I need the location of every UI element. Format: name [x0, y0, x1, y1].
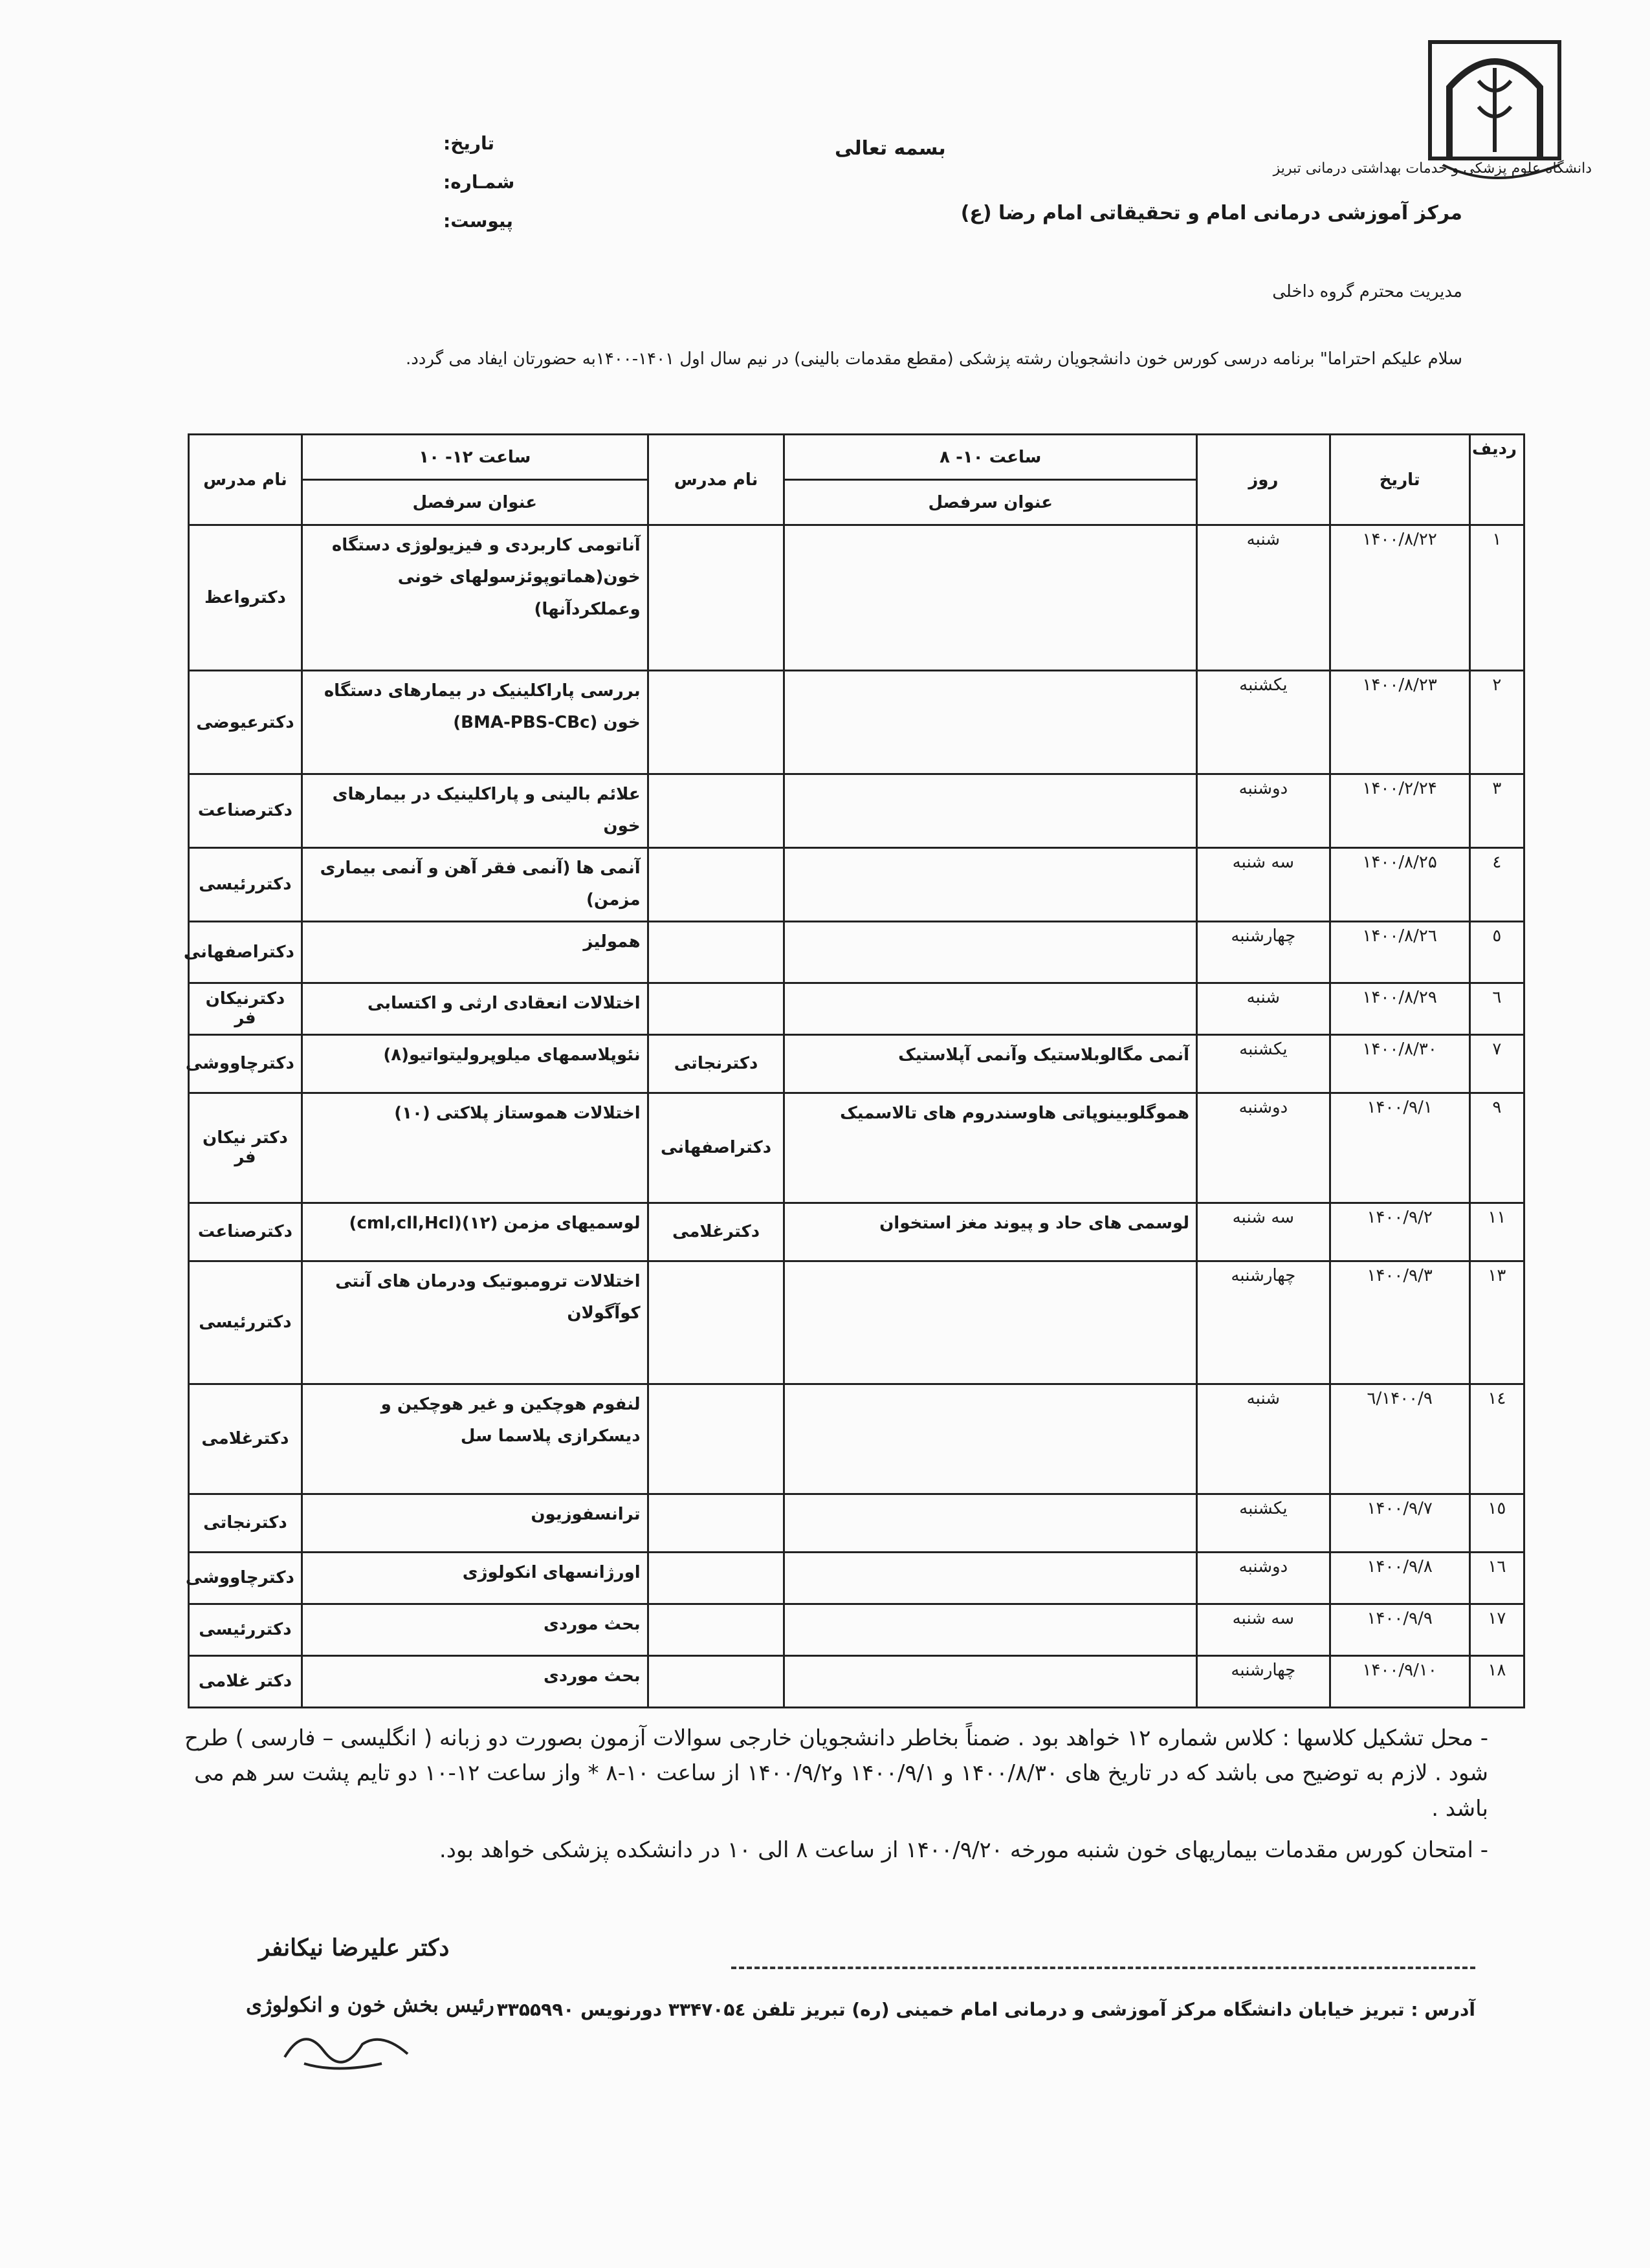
- table-row: [189, 1552, 1524, 1604]
- topic-slot1-cell: [784, 1261, 1197, 1384]
- university-logo: [1404, 29, 1585, 204]
- row-number-cell: ۱۷: [1469, 1604, 1524, 1655]
- table-row: [189, 1034, 1524, 1093]
- day-cell: سه شنبه: [1197, 1604, 1330, 1655]
- table-row: [189, 847, 1524, 921]
- teacher-slot1-cell: [648, 1655, 784, 1707]
- teacher-slot2-cell: دکترصناعت: [189, 1203, 302, 1261]
- row-number-cell: ۱٥: [1469, 1494, 1524, 1552]
- date-cell: ۱۴۰۰/۸/۲۵: [1330, 847, 1469, 921]
- header-topic-slot2: عنوان سرفصل: [302, 480, 648, 525]
- teacher-slot1-cell: دکترنجاتی: [648, 1034, 784, 1093]
- header-row-number: ردیف: [1469, 435, 1524, 525]
- header-day: روز: [1197, 435, 1330, 525]
- header-teacher-slot2: نام مدرس: [189, 435, 302, 525]
- date-cell: ۱۴۰۰/۸/۲٦: [1330, 921, 1469, 983]
- topic-slot2-cell: علائم بالینی و پاراکلینیک در بیمارهای خون: [302, 774, 648, 848]
- topic-slot1-cell: آنمی مگالوبلاستیک وآنمی آپلاستیک: [784, 1034, 1197, 1093]
- note-classes: - محل تشکیل کلاسها : کلاس شماره ۱۲ خواهد بود . ضمناً بخاطر دانشجویان خارجی سوالات آزمون بصورت دو زبانه ( انگلیسی – فارسی ) طرح شود . لازم به توضیح می باشد که در تاریخ های ۱۴۰۰/۸/۳۰ و ۱۴۰۰/۹/۱ و۱۴۰۰/۹/۲ از ساعت ۱۰-۸ * واز ساعت ۱۲-۱۰ دو تایم پشت سر هم می باشد .: [184, 1725, 1488, 1822]
- date-cell: ۱۴۰۰/۹/٦: [1330, 1384, 1469, 1494]
- topic-slot1-cell: لوسمی های حاد و پیوند مغز استخوان: [784, 1203, 1197, 1261]
- table-row: [189, 983, 1524, 1034]
- day-cell: شنبه: [1197, 983, 1330, 1034]
- greeting-line: سلام علیکم احتراما" برنامه درسی کورس خون دانشجویان رشته پزشکی (مقطع مقدمات بالینی) در نیم سال اول ۱۴۰۱-۱۴۰۰به حضورتان ایفاد می گردد.: [405, 349, 1462, 369]
- topic-slot1-cell: [784, 1384, 1197, 1494]
- topic-slot2-cell: بررسی پاراکلینیک در بیمارهای دستگاه خون (BMA-PBS-CBc): [302, 671, 648, 774]
- table-row: [189, 1203, 1524, 1261]
- teacher-slot2-cell: دکترغلامی: [189, 1384, 302, 1494]
- topic-slot1-cell: [784, 1604, 1197, 1655]
- topic-slot1-cell: [784, 1552, 1197, 1604]
- day-cell: دوشنبه: [1197, 774, 1330, 848]
- topic-slot2-cell: اختلالات انعقادی ارثی و اکتسابی: [302, 983, 648, 1034]
- teacher-slot1-cell: [648, 921, 784, 983]
- table-row: [189, 1384, 1524, 1494]
- teacher-slot2-cell: دکتر غلامی: [189, 1655, 302, 1707]
- row-number-cell: ۱۳: [1469, 1261, 1524, 1384]
- topic-slot2-cell: بحث موردی: [302, 1604, 648, 1655]
- topic-slot2-cell: نئوپلاسمهای میلوپرولیتواتیو(۸): [302, 1034, 648, 1093]
- teacher-slot1-cell: [648, 983, 784, 1034]
- day-cell: شنبه: [1197, 525, 1330, 671]
- table-row: [189, 1604, 1524, 1655]
- teacher-slot2-cell: دکتراصفهانی: [189, 921, 302, 983]
- topic-slot2-cell: بحث موردی: [302, 1655, 648, 1707]
- organization-name: مرکز آموزشی درمانی امام و تحقیقاتی امام رضا (ع): [960, 202, 1462, 224]
- date-cell: ۱۴۰۰/۹/۹: [1330, 1604, 1469, 1655]
- date-cell: ۱۴۰۰/۲/۲۴: [1330, 774, 1469, 848]
- table-row: [189, 671, 1524, 774]
- date-cell: ۱۴۰۰/۸/۲۲: [1330, 525, 1469, 671]
- teacher-slot1-cell: [648, 1552, 784, 1604]
- table-row: [189, 1093, 1524, 1203]
- table-row: [189, 1655, 1524, 1707]
- teacher-slot1-cell: دکترغلامی: [648, 1203, 784, 1261]
- teacher-slot1-cell: دکتراصفهانی: [648, 1093, 784, 1203]
- teacher-slot2-cell: دکترنجاتی: [189, 1494, 302, 1552]
- teacher-slot2-cell: دکترچاووشی: [189, 1034, 302, 1093]
- footer-address: آدرس : تبریز خیابان دانشگاه مرکز آموزشی و درمانی امام خمینی (ره) تبریز تلفن ۳۳۴۷۰۵٤ دورنویس ۳۳۵۵۹۹۰: [496, 1999, 1475, 2020]
- teacher-slot2-cell: دکتررئیسی: [189, 1261, 302, 1384]
- teacher-slot2-cell: دکترنیکان فر: [189, 983, 302, 1034]
- teacher-slot2-cell: دکتررئیسی: [189, 1604, 302, 1655]
- day-cell: دوشنبه: [1197, 1093, 1330, 1203]
- table-row: [189, 1494, 1524, 1552]
- logo-text: دانشگاه علوم پزشکی و خدمات بهداشتی درمانی تبریز: [1273, 160, 1592, 177]
- bismillah-heading: بسمه تعالی: [835, 137, 946, 160]
- separator-line: [731, 1967, 1475, 1969]
- date-cell: ۱۴۰۰/۸/۲۹: [1330, 983, 1469, 1034]
- number-label: شمـاره:: [443, 171, 515, 193]
- schedule-table: [183, 433, 1525, 1708]
- row-number-cell: ۱٦: [1469, 1552, 1524, 1604]
- date-cell: ۱۴۰۰/۹/۳: [1330, 1261, 1469, 1384]
- topic-slot1-cell: [784, 525, 1197, 671]
- header-slot-8-10: ساعت ۱۰- ۸: [784, 435, 1197, 480]
- day-cell: دوشنبه: [1197, 1552, 1330, 1604]
- date-cell: ۱۴۰۰/۹/۱۰: [1330, 1655, 1469, 1707]
- topic-slot2-cell: آناتومی کاربردی و فیزیولوژی دستگاه خون(هماتوپوئزسولهای خونی وعملکردآنها): [302, 525, 648, 671]
- topic-slot2-cell: اختلالات ترومبوتیک ودرمان های آنتی کوآگولان: [302, 1261, 648, 1384]
- teacher-slot2-cell: دکترصناعت: [189, 774, 302, 848]
- note-exam: - امتحان کورس مقدمات بیماریهای خون شنبه مورخه ۱۴۰۰/۹/۲۰ از ساعت ۸ الی ۱۰ در دانشکده پزشکی خواهد بود.: [439, 1837, 1488, 1864]
- topic-slot1-cell: [784, 921, 1197, 983]
- topic-slot1-cell: [784, 847, 1197, 921]
- signature-title: رئیس بخش خون و انکولوژی: [246, 1992, 494, 2017]
- header-teacher-slot1: نام مدرس: [648, 435, 784, 525]
- day-cell: شنبه: [1197, 1384, 1330, 1494]
- row-number-cell: ۹: [1469, 1093, 1524, 1203]
- table-row: [189, 525, 1524, 671]
- day-cell: سه شنبه: [1197, 1203, 1330, 1261]
- teacher-slot1-cell: [648, 525, 784, 671]
- row-number-cell: ۲: [1469, 671, 1524, 774]
- row-number-cell: ۱۸: [1469, 1655, 1524, 1707]
- day-cell: یکشنبه: [1197, 1494, 1330, 1552]
- teacher-slot1-cell: [648, 1261, 784, 1384]
- row-number-cell: ۱: [1469, 525, 1524, 671]
- teacher-slot1-cell: [648, 847, 784, 921]
- teacher-slot2-cell: دکترعیوضی: [189, 671, 302, 774]
- day-cell: یکشنبه: [1197, 1034, 1330, 1093]
- signature-scribble: [278, 2018, 421, 2077]
- teacher-slot1-cell: [648, 1494, 784, 1552]
- topic-slot2-cell: لوسمیهای مزمن (۱۲)(cml,cll,Hcl): [302, 1203, 648, 1261]
- day-cell: چهارشنبه: [1197, 921, 1330, 983]
- row-number-cell: ۱۱: [1469, 1203, 1524, 1261]
- topic-slot2-cell: همولیز: [302, 921, 648, 983]
- topic-slot1-cell: هموگلوبینوپاتی هاوسندروم های تالاسمیک: [784, 1093, 1197, 1203]
- date-cell: ۱۴۰۰/۹/۷: [1330, 1494, 1469, 1552]
- teacher-slot2-cell: دکترچاووشی: [189, 1552, 302, 1604]
- teacher-slot2-cell: دکترواعظ: [189, 525, 302, 671]
- teacher-slot1-cell: [648, 1384, 784, 1494]
- teacher-slot1-cell: [648, 671, 784, 774]
- day-cell: چهارشنبه: [1197, 1261, 1330, 1384]
- topic-slot2-cell: اورژانسهای انکولوژی: [302, 1552, 648, 1604]
- day-cell: یکشنبه: [1197, 671, 1330, 774]
- recipient-line: مدیریت محترم گروه داخلی: [1272, 282, 1462, 301]
- date-label: تاریخ:: [443, 133, 495, 154]
- table-row: [189, 921, 1524, 983]
- attachment-label: پیوست:: [443, 210, 513, 232]
- date-cell: ۱۴۰۰/۹/۱: [1330, 1093, 1469, 1203]
- topic-slot2-cell: ترانسفوزیون: [302, 1494, 648, 1552]
- day-cell: چهارشنبه: [1197, 1655, 1330, 1707]
- topic-slot1-cell: [784, 1655, 1197, 1707]
- topic-slot2-cell: اختلالات هموستاز پلاکتی (۱۰): [302, 1093, 648, 1203]
- topic-slot2-cell: لنفوم هوچکین و غیر هوچکین و دیسکرازی پلاسما سل: [302, 1384, 648, 1494]
- teacher-slot2-cell: دکتر نیکان فر: [189, 1093, 302, 1203]
- row-number-cell: ۳: [1469, 774, 1524, 848]
- header-date: تاریخ: [1330, 435, 1469, 525]
- date-cell: ۱۴۰۰/۹/۲: [1330, 1203, 1469, 1261]
- row-number-cell: ۱٤: [1469, 1384, 1524, 1494]
- header-topic-slot1: عنوان سرفصل: [784, 480, 1197, 525]
- topic-slot1-cell: [784, 1494, 1197, 1552]
- date-cell: ۱۴۰۰/۹/۸: [1330, 1552, 1469, 1604]
- date-cell: ۱۴۰۰/۸/۲۳: [1330, 671, 1469, 774]
- teacher-slot1-cell: [648, 1604, 784, 1655]
- signature-name: دکتر علیرضا نیکانفر: [259, 1934, 450, 1961]
- row-number-cell: ۷: [1469, 1034, 1524, 1093]
- row-number-cell: ٤: [1469, 847, 1524, 921]
- topic-slot1-cell: [784, 774, 1197, 848]
- topic-slot1-cell: [784, 983, 1197, 1034]
- topic-slot1-cell: [784, 671, 1197, 774]
- row-number-cell: ٦: [1469, 983, 1524, 1034]
- teacher-slot1-cell: [648, 774, 784, 848]
- topic-slot2-cell: آنمی ها (آنمی فقر آهن و آنمی بیماری مزمن): [302, 847, 648, 921]
- date-cell: ۱۴۰۰/۸/۳۰: [1330, 1034, 1469, 1093]
- table-row: [189, 774, 1524, 848]
- table-row: [189, 1261, 1524, 1384]
- teacher-slot2-cell: دکتررئیسی: [189, 847, 302, 921]
- header-slot-10-12: ساعت ۱۲- ۱۰: [302, 435, 648, 480]
- notes-block: [162, 1721, 1488, 1875]
- day-cell: سه شنبه: [1197, 847, 1330, 921]
- row-number-cell: ٥: [1469, 921, 1524, 983]
